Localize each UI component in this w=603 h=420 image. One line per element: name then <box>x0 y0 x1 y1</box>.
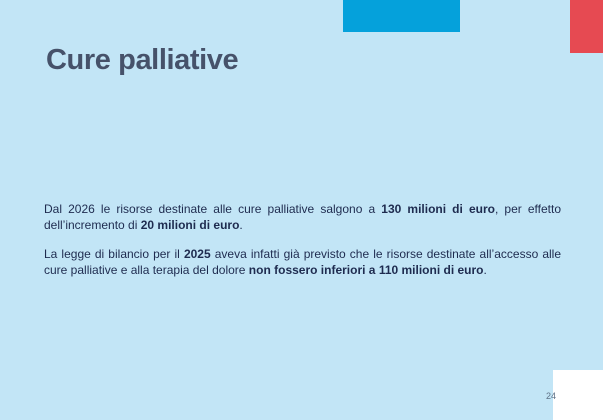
red-accent-rectangle <box>570 0 603 53</box>
paragraph-2-bold-2025: 2025 <box>183 247 211 261</box>
paragraph-2-text: . <box>483 262 487 277</box>
paragraph-1-text: Dal 2026 le risorse destinate alle cure palliative salgono a <box>44 202 382 216</box>
paragraph-1-text: , per effetto dell’incremento di <box>44 202 561 232</box>
paragraph-1 <box>44 202 561 233</box>
paragraph-2-bold-110-milioni: non fossero inferiori a 110 milioni di euro <box>248 262 484 277</box>
paragraph-2-text: La legge di bilancio per il <box>44 247 184 261</box>
paragraph-2 <box>44 247 561 278</box>
paragraph-2-text: aveva infatti già previsto che le risorse destinate all’accesso alle cure palliative e alla terapia del dolore <box>44 247 562 277</box>
blue-accent-rectangle <box>343 0 460 32</box>
paragraph-1-bold-130-milioni: 130 milioni di euro <box>381 202 495 216</box>
bottom-right-white-box <box>553 370 603 420</box>
body-text-block <box>44 202 561 292</box>
paragraph-1-text: . <box>239 217 243 232</box>
slide-title: Cure palliative <box>46 44 239 76</box>
page-number: 24 <box>545 391 556 401</box>
paragraph-1-bold-20-milioni: 20 milioni di euro <box>140 217 240 232</box>
